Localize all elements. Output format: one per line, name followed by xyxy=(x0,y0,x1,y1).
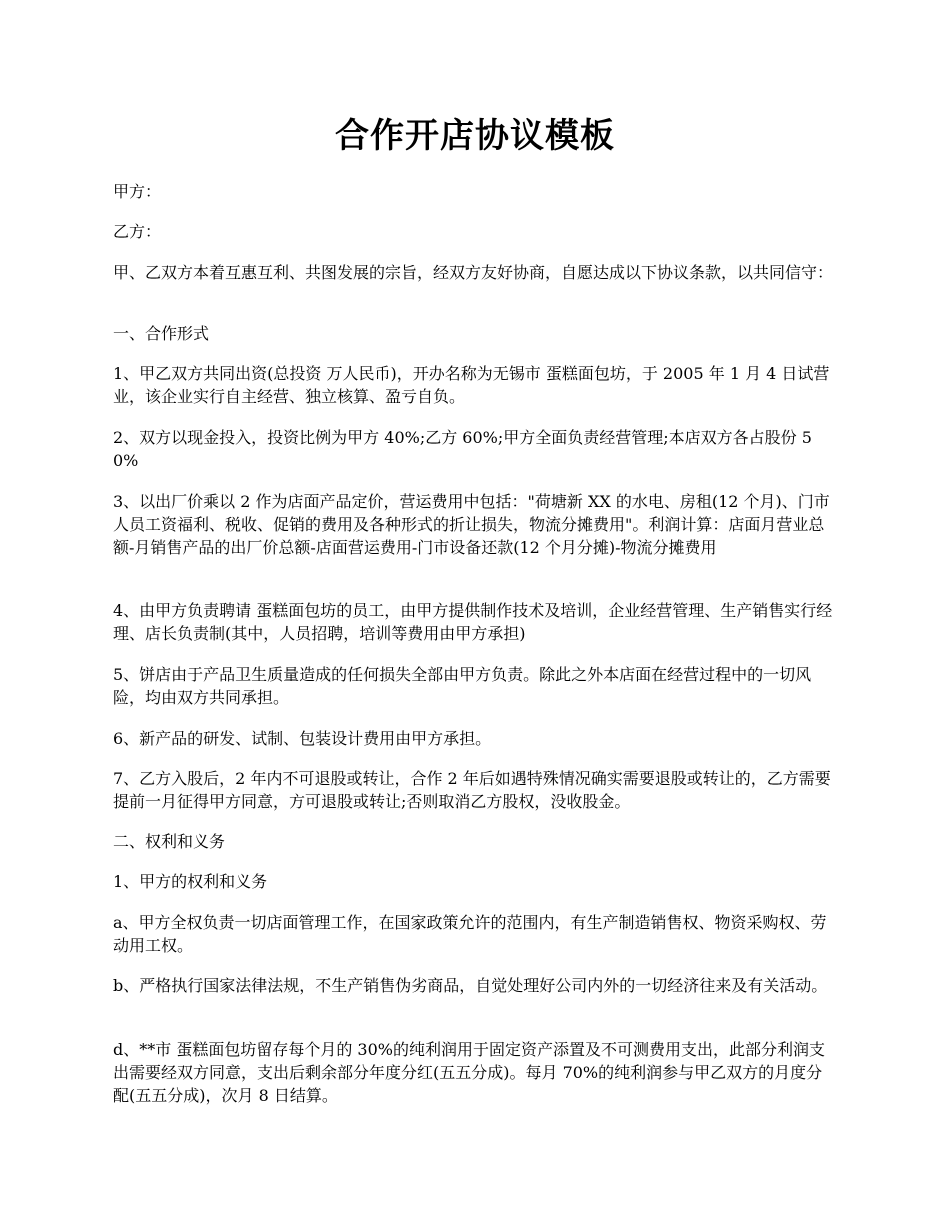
clause-1-5: 5、饼店由于产品卫生质量造成的任何损失全部由甲方负责。除此之外本店面在经营过程中的一切风险，均由双方共同承担。 xyxy=(113,665,812,707)
document-title: 合作开店协议模板 xyxy=(335,116,615,156)
clause-1-2: 2、双方以现金投入，投资比例为甲方 40%;乙方 60%;甲方全面负责经营管理;本店双方各占股份 50% xyxy=(113,428,812,470)
party-a-line: 甲方： xyxy=(113,182,162,201)
clause-1-1: 1、甲乙双方共同出资(总投资 万人民币)，开办名称为无锡市 蛋糕面包坊，于 2005 年 1 月 4 日试营业，该企业实行自主经营、独立核算、盈亏自负。 xyxy=(113,364,830,406)
clause-2-a: a、甲方全权负责一切店面管理工作，在国家政策允许的范围内，有生产制造销售权、物资采购权、劳动用工权。 xyxy=(113,913,827,955)
party-b-line: 乙方： xyxy=(113,222,162,241)
section-heading-rights: 二、权利和义务 xyxy=(113,832,226,851)
clause-1-4: 4、由甲方负责聘请 蛋糕面包坊的员工，由甲方提供制作技术及培训，企业经营管理、生产销售实行经理、店长负责制(其中，人员招聘，培训等费用由甲方承担) xyxy=(113,601,833,643)
clause-1-7: 7、乙方入股后，2 年内不可退股或转让，合作 2 年后如遇特殊情况确实需要退股或转让的，乙方需要提前一月征得甲方同意，方可退股或转让;否则取消乙方股权，没收股金。 xyxy=(113,769,831,811)
clause-1-6: 6、新产品的研发、试制、包装设计费用由甲方承担。 xyxy=(113,729,492,748)
preamble-paragraph: 甲、乙双方本着互惠互利、共图发展的宗旨，经双方友好协商，自愿达成以下协议条款，以共同信守： xyxy=(113,263,834,282)
clause-2-b: b、严格执行国家法律法规，不生产销售伪劣商品，自觉处理好公司内外的一切经济往来及有关活动。 xyxy=(113,976,828,995)
clause-1-3: 3、以出厂价乘以 2 作为店面产品定价，营运费用中包括："荷塘新 XX 的水电、房租(12 个月)、门市人员工资福利、税收、促销的费用及各种形式的折让损失，物流分摊费用"。利润计算：店面月营业总额-月销售产品的出厂价总额-店面营运费用-门市设备还款(12 个月分摊)-物流分摊费用 xyxy=(113,492,830,557)
subsection-party-a-rights: 1、甲方的权利和义务 xyxy=(113,872,268,891)
section-heading-cooperation: 一、合作形式 xyxy=(113,324,210,343)
clause-2-d: d、**市 蛋糕面包坊留存每个月的 30%的纯利润用于固定资产添置及不可测费用支出，此部分利润支出需要经双方同意，支出后剩余部分年度分红(五五分成)。每月 70%的纯利润参与甲乙双方的月度分配(五五分成)，次月 8 日结算。 xyxy=(113,1040,825,1105)
